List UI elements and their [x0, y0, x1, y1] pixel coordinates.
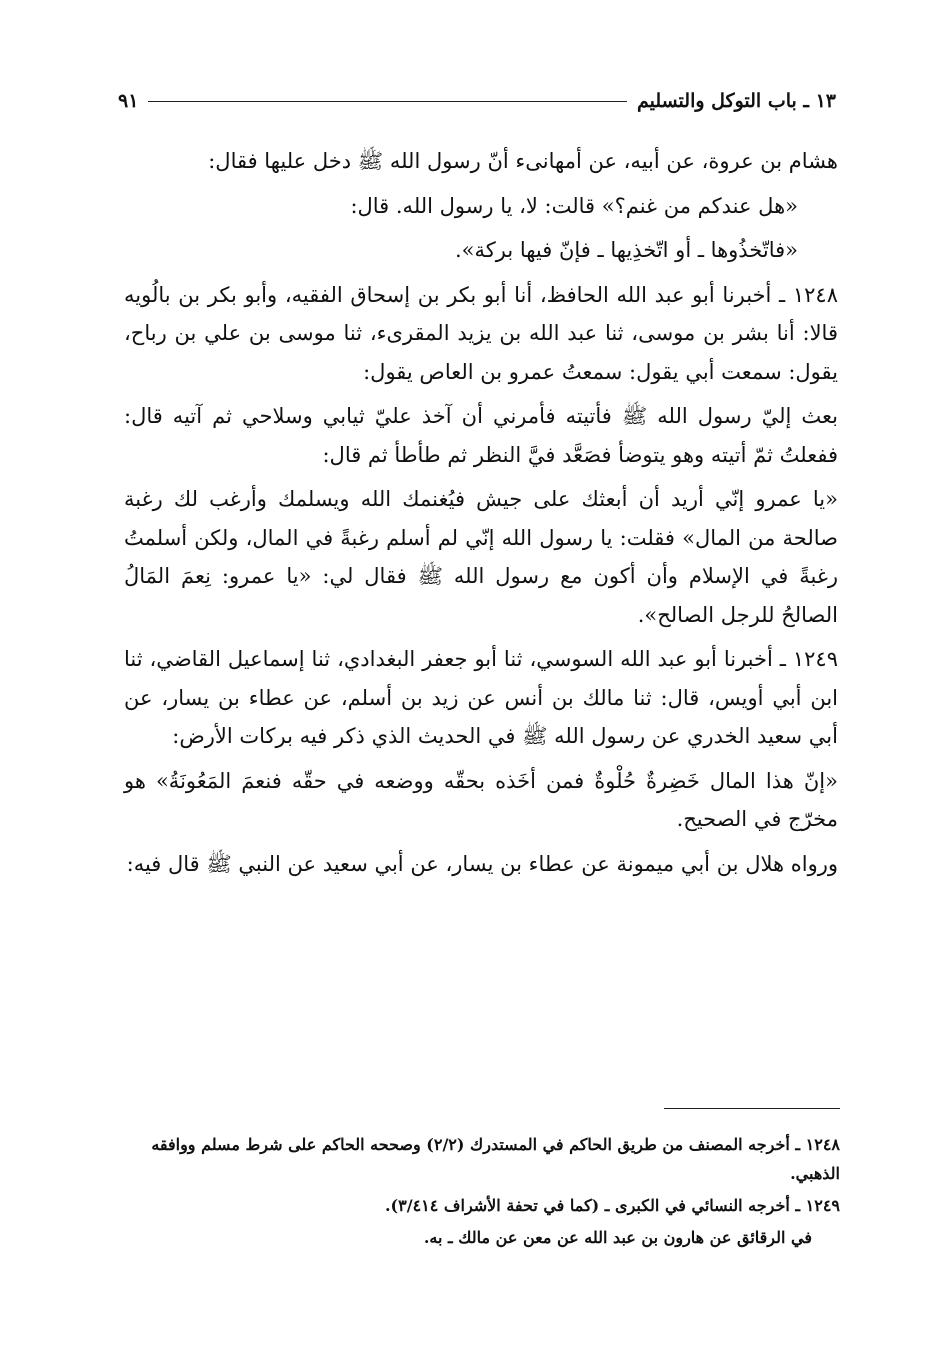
paragraph-text: بعث إليّ رسول الله ﷺ فأتيته فأمرني أن آخذ عليّ ثيابي وسلاحي ثم آتيه قال: ففعلتُ ثمّ أتيته وهو يتوضأ فصَعَّد فيَّ النظر ثم طأطأ ثم قال:: [124, 404, 838, 467]
footnote-1249: ١٢٤٩ ـ أخرجه النسائي في الكبرى ـ (كما في تحفة الأشراف ٣/٤١٤).: [384, 1196, 840, 1215]
header-rule: [148, 101, 627, 102]
paragraph-text: ورواه هلال بن أبي ميمونة عن عطاء بن يسار، عن أبي سعيد عن النبي ﷺ قال فيه:: [126, 851, 838, 876]
paragraph-quote: «إنّ هذا المال خَضِرةٌ حُلْوةٌ فمن أخَذه بحقّه ووضعه في حقّه فنعمَ المَعُونَةُ» هو مخرّج في الصحيح.: [124, 768, 838, 831]
paragraph-hadith-1249: ١٢٤٩ ـ أخبرنا أبو عبد الله السوسي، ثنا أبو جعفر البغدادي، ثنا إسماعيل القاضي، ثنا ابن أبي أويس، قال: ثنا مالك بن أنس عن زيد بن أسلم، عن عطاء بن يسار، عن أبي سعيد الخدري عن رسول الله ﷺ في الحديث الذي ذكر فيه بركات الأرض:: [124, 647, 838, 748]
footnote-1248: ١٢٤٨ ـ أخرجه المصنف من طريق الحاكم في المستدرك (٢/٢) وصححه الحاكم على شرط مسلم ووافقه الذهبي.: [151, 1135, 840, 1183]
footnote-1249-continuation: في الرقائق عن هارون بن عبد الله عن معن عن مالك ـ به.: [423, 1228, 812, 1247]
page-number: ٩١: [118, 90, 139, 112]
paragraph-continuation: هشام بن عروة، عن أبيه، عن أمهانىء أنّ رسول الله ﷺ دخل عليها فقال:: [208, 149, 838, 173]
footnotes: [128, 1130, 840, 1255]
paragraph-quote: «فاتّخذُوها ـ أو اتّخذِيها ـ فإنّ فيها بركة».: [454, 238, 798, 262]
page-header: [118, 84, 836, 118]
paragraph-quote: «يا عمرو إنّي أريد أن أبعثك على جيش فيُغنمك الله ويسلمك وأرغب لك رغبة صالحة من المال» فقلت: يا رسول الله إنّي لم أسلم رغبةً في المال، ولكن أسلمتُ رغبةً في الإسلام وأن أكون مع رسول الله ﷺ فقال لي: «يا عمرو: نِعمَ المَالُ الصالحُ للرجل الصالح».: [124, 487, 838, 627]
running-head: ١٣ ـ باب التوكل والتسليم: [636, 90, 836, 112]
main-text: [124, 142, 838, 889]
paragraph-quote: «هل عندكم من غنم؟» قالت: لا، يا رسول الله. قال:: [350, 193, 798, 218]
paragraph-hadith-1248: ١٢٤٨ ـ أخبرنا أبو عبد الله الحافظ، أنا أبو بكر بن إسحاق الفقيه، وأبو بكر بن بالُويه قالا: أنا بشر بن موسى، ثنا عبد الله بن يزيد المقرىء، ثنا موسى بن علي بن رباح، يقول: سمعت أبي يقول: سمعتُ عمرو بن العاص يقول:: [124, 282, 838, 384]
footnote-rule: [664, 1108, 840, 1109]
